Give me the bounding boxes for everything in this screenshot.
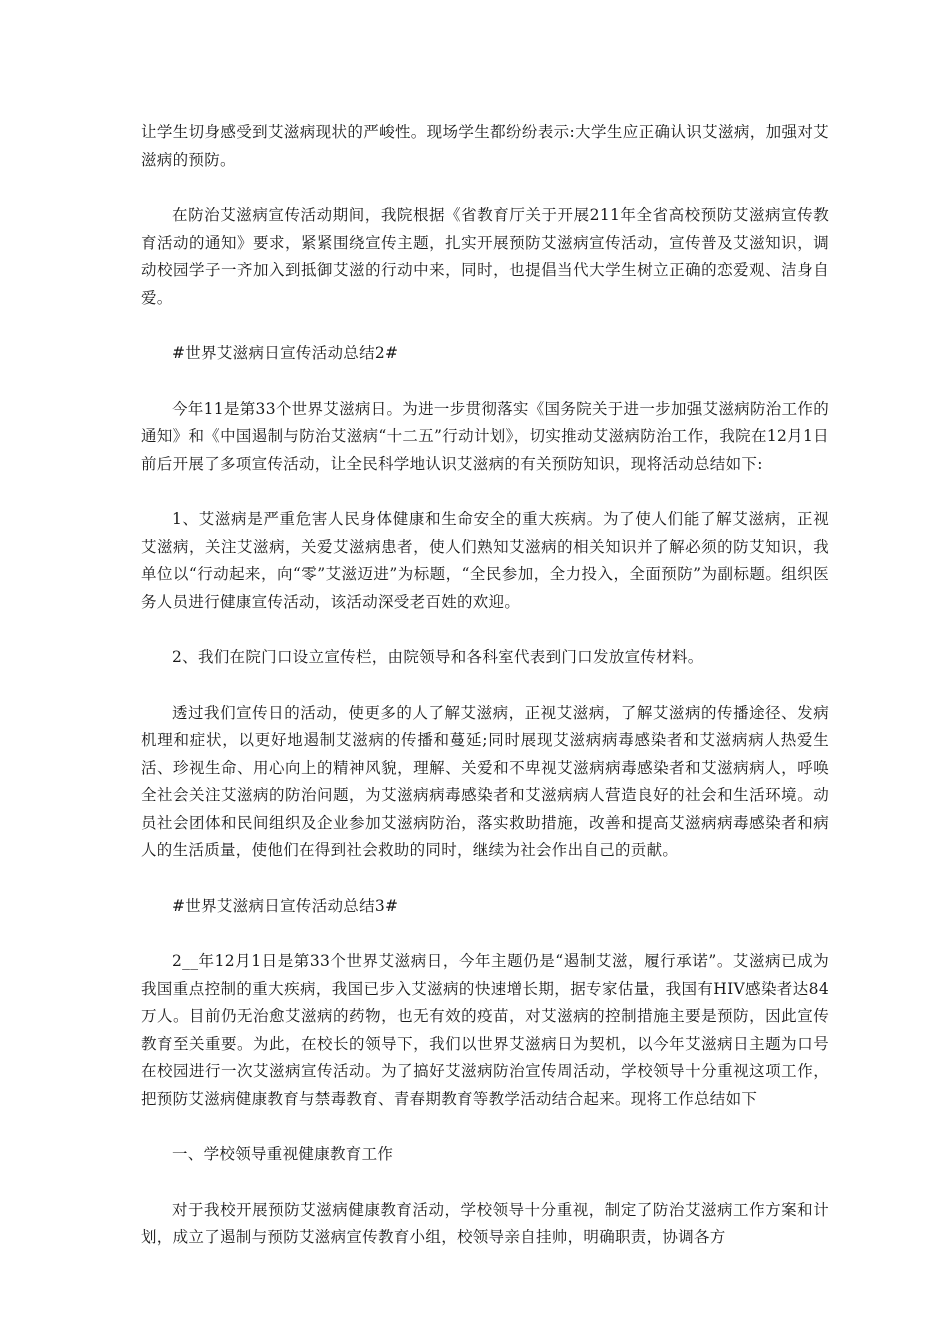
paragraph-3: 今年11是第33个世界艾滋病日。为进一步贯彻落实《国务院关于进一步加强艾滋病防治工作的通知》和《中国遏制与防治艾滋病“十二五”行动计划》，切实推动艾滋病防治工作，我院在12月1日前后开展了多项宣传活动，让全民科学地认识艾滋病的有关预防知识，现将活动总结如下: (141, 399, 829, 473)
paragraph-5: 2、我们在院门口设立宣传栏，由院领导和各科室代表到门口发放宣传材料。 (172, 648, 704, 666)
document-body (141, 119, 829, 1280)
subsection-heading-1: 一、学校领导重视健康教育工作 (172, 1145, 394, 1163)
section-heading-2: #世界艾滋病日宣传活动总结2# (172, 344, 399, 362)
paragraph-4: 1、艾滋病是严重危害人民身体健康和生命安全的重大疾病。为了使人们能了解艾滋病，正视艾滋病，关注艾滋病，关爱艾滋病患者，使人们熟知艾滋病的相关知识并了解必须的防艾知识，我单位以“行动起来，向“零”艾滋迈进”为标题，“全民参加，全力投入，全面预防”为副标题。组织医务人员进行健康宣传活动，该活动深受老百姓的欢迎。 (141, 510, 829, 611)
paragraph-7: 2__年12月1日是第33个世界艾滋病日，今年主题仍是“遏制艾滋，履行承诺”。艾滋病已成为我国重点控制的重大疾病，我国已步入艾滋病的快速增长期，据专家估量，我国有HIV感染者达84万人。目前仍无治愈艾滋病的药物，也无有效的疫苗，对艾滋病的控制措施主要是预防，因此宣传教育至关重要。为此，在校长的领导下，我们以世界艾滋病日为契机，以今年艾滋病日主题为口号在校园进行一次艾滋病宣传活动。为了搞好艾滋病防治宣传周活动，学校领导十分重视这项工作，把预防艾滋病健康教育与禁毒教育、青春期教育等教学活动结合起来。现将工作总结如下 (141, 952, 829, 1108)
paragraph-2: 在防治艾滋病宣传活动期间，我院根据《省教育厅关于开展211年全省高校预防艾滋病宣传教育活动的通知》要求，紧紧围绕宣传主题，扎实开展预防艾滋病宣传活动，宣传普及艾滋知识，调动校园学子一齐加入到抵御艾滋的行动中来，同时，也提倡当代大学生树立正确的恋爱观、洁身自爱。 (141, 206, 829, 307)
paragraph-8: 对于我校开展预防艾滋病健康教育活动，学校领导十分重视，制定了防治艾滋病工作方案和计划，成立了遏制与预防艾滋病宣传教育小组，校领导亲自挂帅，明确职责，协调各方 (141, 1200, 829, 1246)
section-heading-3: #世界艾滋病日宣传活动总结3# (172, 896, 399, 915)
paragraph-6: 透过我们宣传日的活动，使更多的人了解艾滋病，正视艾滋病，了解艾滋病的传播途径、发病机理和症状，以更好地遏制艾滋病的传播和蔓延;同时展现艾滋病病毒感染者和艾滋病病人热爱生活、珍视生命、用心向上的精神风貌，理解、关爱和不卑视艾滋病病毒感染者和艾滋病病人，呼唤全社会关注艾滋病的防治问题，为艾滋病病毒感染者和艾滋病病人营造良好的社会和生活环境。动员社会团体和民间组织及企业参加艾滋病防治，落实救助措施，改善和提高艾滋病病毒感染者和病人的生活质量，使他们在得到社会救助的同时，继续为社会作出自己的贡献。 (141, 703, 829, 859)
paragraph-1: 让学生切身感受到艾滋病现状的严峻性。现场学生都纷纷表示:大学生应正确认识艾滋病，加强对艾滋病的预防。 (141, 123, 829, 169)
